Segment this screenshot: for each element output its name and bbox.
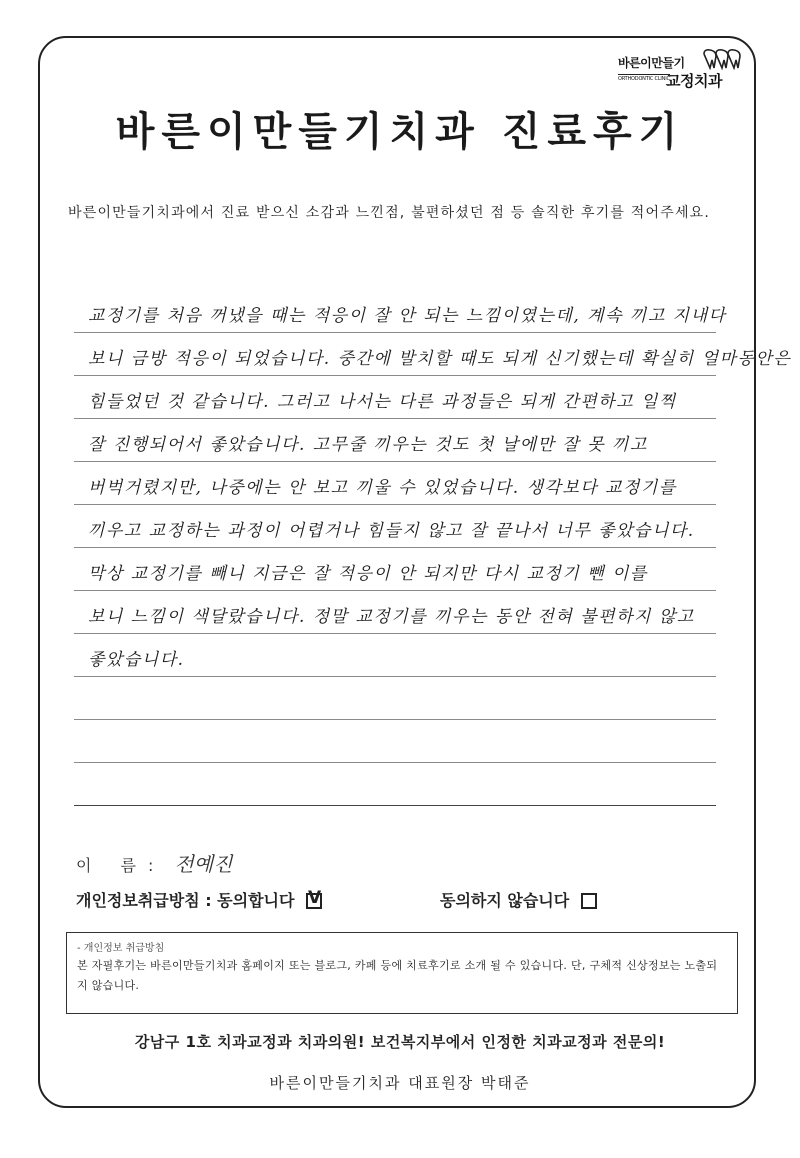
review-line (74, 462, 716, 505)
review-lines (74, 290, 792, 806)
review-text: 보니 느낌이 색달랐습니다. 정말 교정기를 끼우는 동안 전혀 불편하지 않고 (88, 607, 695, 627)
form-title: 바른이만들기치과 진료후기 (115, 109, 685, 155)
name-field (76, 848, 232, 877)
review-line (74, 290, 727, 333)
review-text: 교정기를 처음 꺼냈을 때는 적응이 잘 안 되는 느낌이였는데, 계속 끼고 지내다 (88, 306, 727, 326)
review-text: 좋았습니다. (88, 650, 185, 670)
consent-agree (76, 888, 322, 911)
consent-disagree-label: 동의하지 않습니다 (440, 891, 570, 910)
clinic-slogan: 강남구 1호 치과교정과 치과의원! 보건복지부에서 인정한 치과교정과 전문의! (134, 1033, 666, 1051)
logo-name: 바른이만들기 (618, 56, 685, 70)
review-text: 끼우고 교정하는 과정이 어렵거나 힘들지 않고 잘 끝나서 너무 좋았습니다. (88, 521, 695, 541)
consent-agree-label: 개인정보취급방침 : 동의합니다 (76, 891, 295, 910)
form-instructions: 바른이만들기치과에서 진료 받으신 소감과 느낀점, 불편하셨던 점 등 솔직한 후기를 적어주세요. (68, 205, 711, 221)
review-line (74, 376, 716, 419)
name-label: 이 름: (76, 856, 166, 875)
agree-checkbox[interactable] (306, 888, 322, 909)
tooth-icon (702, 48, 742, 70)
review-line (74, 677, 716, 720)
name-value[interactable]: 전예진 (174, 852, 233, 876)
review-line (74, 763, 716, 806)
review-text: 보니 금방 적응이 되었습니다. 중간에 발치할 때도 되게 신기했는데 확실히 얼마동안은 (88, 349, 792, 369)
clinic-director: 바른이만들기치과 대표원장 박태준 (269, 1074, 531, 1092)
review-line (74, 333, 792, 376)
privacy-notice-heading: - 개인정보 취급방침 (77, 943, 165, 954)
logo-subtext: ORTHODONTIC CLINIC (618, 76, 670, 82)
review-line (74, 548, 716, 591)
review-line (74, 591, 716, 634)
review-line (74, 720, 716, 763)
review-text: 잘 진행되어서 좋았습니다. 고무줄 끼우는 것도 첫 날에만 잘 못 끼고 (88, 435, 648, 455)
check-mark-icon: V (308, 888, 322, 908)
review-text: 막상 교정기를 빼니 지금은 잘 적응이 안 되지만 다시 교정기 뺀 이를 (88, 564, 648, 584)
logo-orthodontics: 교정치과 (666, 72, 722, 90)
privacy-notice-body: 본 자필후기는 바른이만들기치과 홈페이지 또는 블로그, 카페 등에 치료후기로 소개 될 수 있습니다. 단, 구체적 신상정보는 노출되지 않습니다. (77, 959, 718, 992)
disagree-checkbox[interactable] (581, 893, 597, 909)
privacy-notice-box (66, 932, 738, 1014)
review-text: 버벅거렸지만, 나중에는 안 보고 끼울 수 있었습니다. 생각보다 교정기를 (88, 478, 677, 498)
review-line (74, 505, 716, 548)
clinic-logo (618, 46, 748, 98)
consent-disagree (440, 888, 597, 911)
review-text: 힘들었던 것 같습니다. 그러고 나서는 다른 과정들은 되게 간편하고 일찍 (88, 392, 677, 412)
review-line (74, 634, 716, 677)
review-line (74, 419, 716, 462)
